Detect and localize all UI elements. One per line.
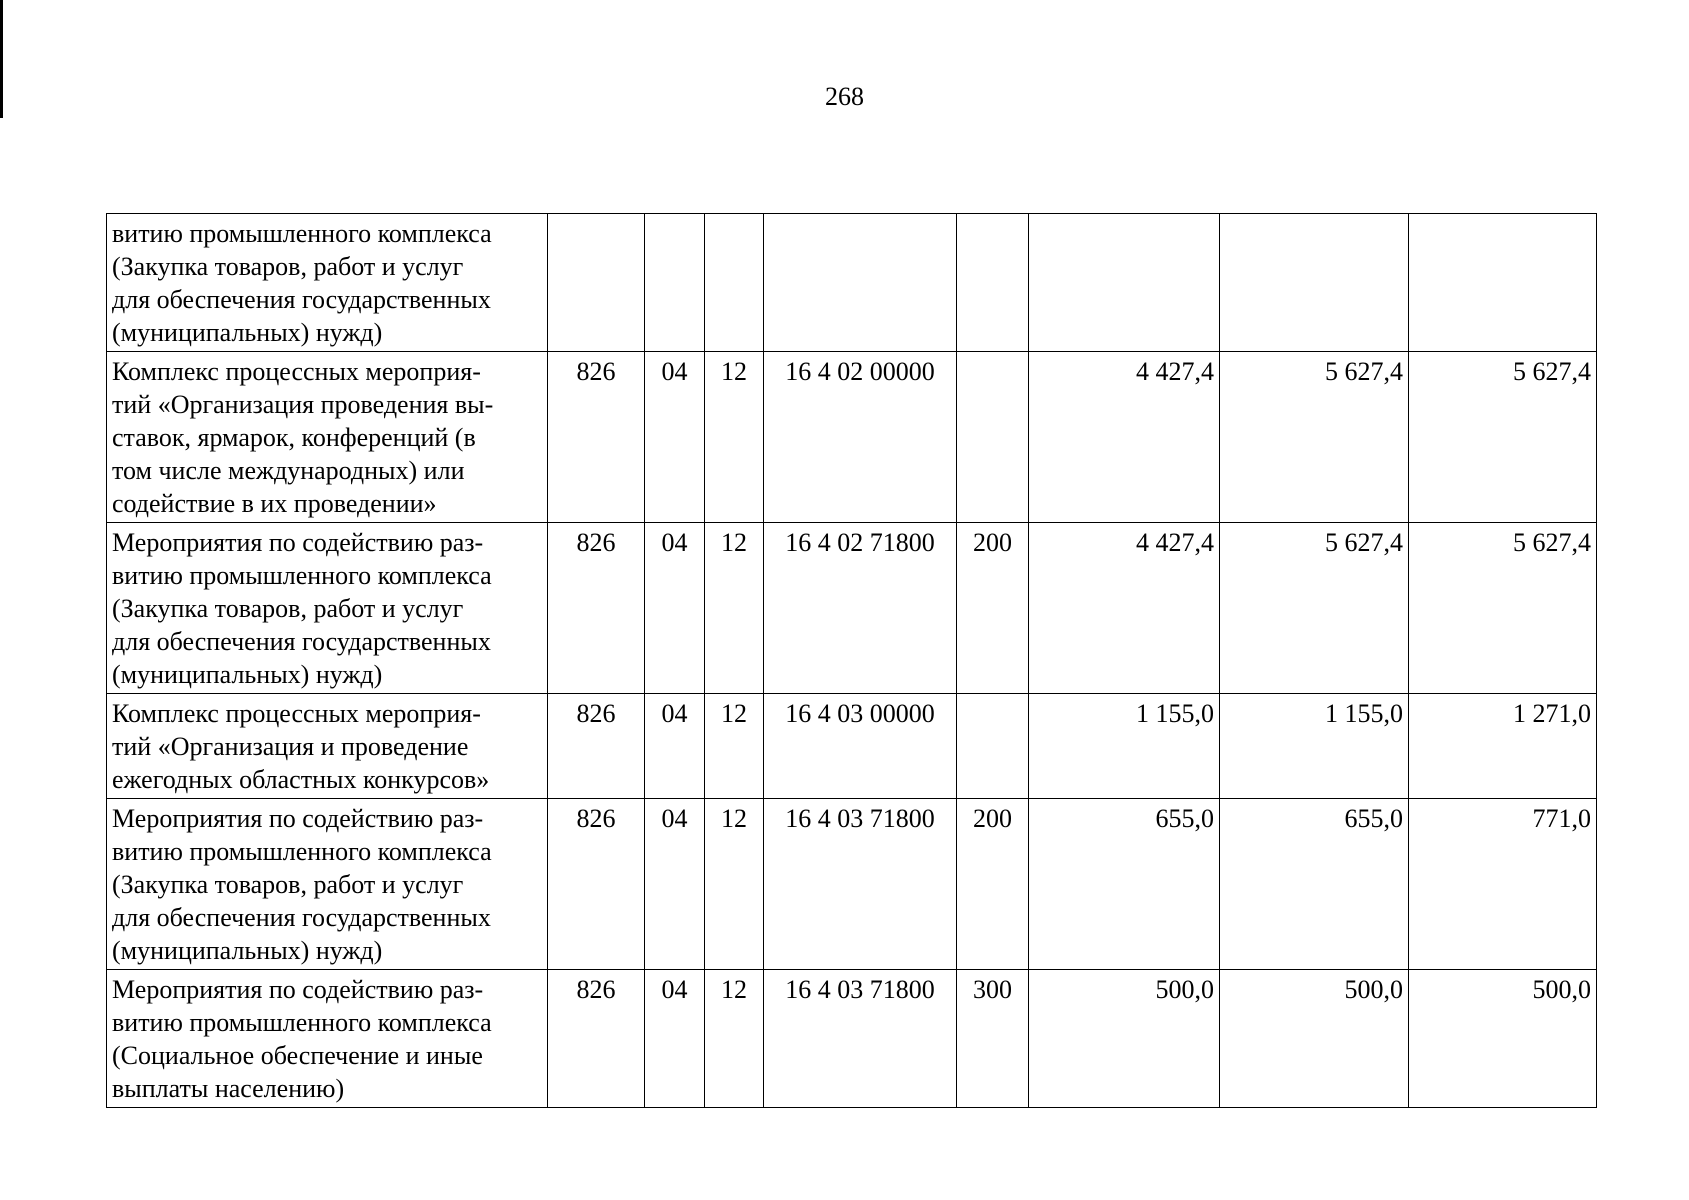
amount-1-text: 500,0 (1155, 975, 1214, 1004)
amount-2-text: 1 155,0 (1325, 699, 1403, 728)
row-name-cell (107, 694, 548, 799)
row-name-cell (107, 352, 548, 523)
amount-1-cell (1029, 523, 1220, 694)
row-name-text: Мероприятия по содействию раз- витию промышленного комплекса (Закупка товаров, работ и услуг для обеспечения государственных (муниципальных) нужд) (112, 804, 492, 965)
ministry-code-text: 826 (576, 528, 616, 557)
amount-2-cell (1220, 214, 1409, 352)
budget-table (106, 213, 1597, 1108)
row-name-cell (107, 523, 548, 694)
row-name-text: витию промышленного комплекса (Закупка товаров, работ и услуг для обеспечения государственных (муниципальных) нужд) (112, 219, 492, 347)
ministry-code-text: 826 (576, 357, 616, 386)
row-name-text: Комплекс процессных мероприя- тий «Организация проведения вы- ставок, ярмарок, конференций (в том числе международных) или содействие в их проведении» (112, 357, 494, 518)
amount-3-text: 5 627,4 (1513, 528, 1591, 557)
subsection-code-text: 12 (721, 528, 747, 557)
row-name-cell (107, 970, 548, 1108)
section-code-text: 04 (661, 699, 688, 728)
section-code-cell (645, 694, 705, 799)
amount-3-cell (1409, 352, 1597, 523)
ministry-code-text: 826 (576, 804, 616, 833)
amount-2-cell (1220, 352, 1409, 523)
amount-1-text: 1 155,0 (1136, 699, 1214, 728)
amount-3-cell (1409, 694, 1597, 799)
ministry-code-cell (548, 352, 645, 523)
ministry-code-text: 826 (576, 699, 616, 728)
amount-1-cell (1029, 352, 1220, 523)
amount-3-text: 1 271,0 (1513, 699, 1591, 728)
target-article-cell (764, 799, 957, 970)
target-article-cell (764, 694, 957, 799)
target-article-text: 16 4 02 71800 (785, 528, 935, 557)
subsection-code-cell (705, 523, 764, 694)
amount-2-text: 500,0 (1344, 975, 1403, 1004)
section-code-text: 04 (661, 357, 688, 386)
subsection-code-text: 12 (721, 357, 747, 386)
amount-2-text: 5 627,4 (1325, 357, 1403, 386)
target-article-text: 16 4 02 00000 (785, 357, 935, 386)
subsection-code-cell (705, 694, 764, 799)
target-article-cell (764, 214, 957, 352)
ministry-code-cell (548, 523, 645, 694)
row-name-cell (107, 799, 548, 970)
expense-type-text: 200 (973, 804, 1012, 833)
amount-2-cell (1220, 694, 1409, 799)
section-code-text: 04 (661, 975, 688, 1004)
subsection-code-cell (705, 214, 764, 352)
expense-type-cell (957, 523, 1029, 694)
subsection-code-cell (705, 352, 764, 523)
section-code-cell (645, 970, 705, 1108)
amount-3-text: 500,0 (1532, 975, 1591, 1004)
section-code-text: 04 (661, 528, 688, 557)
amount-3-cell (1409, 799, 1597, 970)
subsection-code-text: 12 (721, 804, 747, 833)
amount-1-cell (1029, 799, 1220, 970)
ministry-code-cell (548, 799, 645, 970)
target-article-text: 16 4 03 71800 (785, 975, 935, 1004)
table-row (107, 970, 1597, 1108)
expense-type-cell (957, 970, 1029, 1108)
amount-1-text: 4 427,4 (1136, 357, 1214, 386)
ministry-code-text: 826 (576, 975, 616, 1004)
target-article-text: 16 4 03 00000 (785, 699, 935, 728)
amount-3-cell (1409, 214, 1597, 352)
table-body (107, 214, 1597, 1108)
amount-1-cell (1029, 694, 1220, 799)
row-name-text: Мероприятия по содействию раз- витию промышленного комплекса (Закупка товаров, работ и услуг для обеспечения государственных (муниципальных) нужд) (112, 528, 492, 689)
amount-3-text: 771,0 (1532, 804, 1591, 833)
table-row (107, 694, 1597, 799)
target-article-cell (764, 523, 957, 694)
expense-type-cell (957, 694, 1029, 799)
section-code-cell (645, 214, 705, 352)
target-article-cell (764, 352, 957, 523)
ministry-code-cell (548, 970, 645, 1108)
expense-type-cell (957, 352, 1029, 523)
page-number: 268 (825, 82, 864, 111)
amount-2-text: 655,0 (1344, 804, 1403, 833)
expense-type-text: 200 (973, 528, 1012, 557)
amount-3-text: 5 627,4 (1513, 357, 1591, 386)
section-code-cell (645, 352, 705, 523)
expense-type-cell (957, 214, 1029, 352)
table-row (107, 214, 1597, 352)
amount-2-cell (1220, 523, 1409, 694)
table-row (107, 523, 1597, 694)
amount-1-cell (1029, 970, 1220, 1108)
subsection-code-text: 12 (721, 699, 747, 728)
subsection-code-cell (705, 799, 764, 970)
row-name-cell (107, 214, 548, 352)
ministry-code-cell (548, 694, 645, 799)
amount-2-cell (1220, 970, 1409, 1108)
row-name-text: Мероприятия по содействию раз- витию промышленного комплекса (Социальное обеспечение и иные выплаты населению) (112, 975, 492, 1103)
target-article-text: 16 4 03 71800 (785, 804, 935, 833)
subsection-code-text: 12 (721, 975, 747, 1004)
amount-3-cell (1409, 970, 1597, 1108)
table-row (107, 352, 1597, 523)
amount-3-cell (1409, 523, 1597, 694)
amount-1-text: 4 427,4 (1136, 528, 1214, 557)
expense-type-cell (957, 799, 1029, 970)
amount-1-text: 655,0 (1155, 804, 1214, 833)
row-name-text: Комплекс процессных мероприя- тий «Организация и проведение ежегодных областных конкурсов» (112, 699, 490, 794)
amount-2-text: 5 627,4 (1325, 528, 1403, 557)
expense-type-text: 300 (973, 975, 1012, 1004)
section-code-cell (645, 799, 705, 970)
table-row (107, 799, 1597, 970)
amount-1-cell (1029, 214, 1220, 352)
section-code-cell (645, 523, 705, 694)
target-article-cell (764, 970, 957, 1108)
subsection-code-cell (705, 970, 764, 1108)
ministry-code-cell (548, 214, 645, 352)
amount-2-cell (1220, 799, 1409, 970)
section-code-text: 04 (661, 804, 688, 833)
